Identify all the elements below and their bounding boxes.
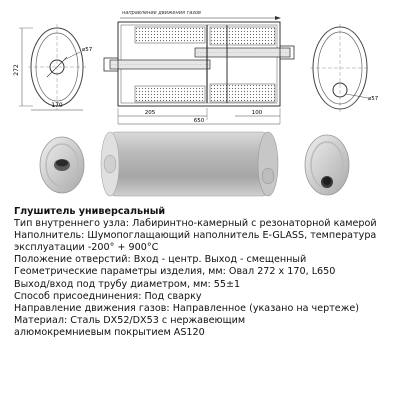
dim-height: 272: [13, 64, 20, 76]
section-view: [104, 10, 294, 124]
product-specs: [14, 206, 394, 339]
dim-length: 650: [193, 118, 205, 124]
right-end-view: [310, 24, 379, 112]
dim-offset-outer: 100: [251, 110, 263, 116]
photo-muffler-body: [101, 132, 278, 196]
dim-pipe-left: ⌀57: [82, 47, 93, 53]
dim-width: 170: [51, 102, 63, 109]
spec-line: Положение отверстий: Вход - центр. Выход - смещенный: [14, 254, 307, 266]
photo-left-cap: [40, 137, 84, 193]
photo-right-cap: [305, 135, 349, 195]
spec-line: алюмокремниевым покрытием AS120: [14, 326, 205, 338]
spec-line: Геометрические параметры изделия, мм: Овал 272 х 170, L650: [14, 266, 336, 278]
product-title: Глушитель универсальный: [14, 206, 166, 217]
left-end-view: [13, 24, 93, 110]
spec-line: Наполнитель: Шумопоглащающий наполнитель E-GLASS, температура: [14, 230, 377, 242]
spec-line: Тип внутреннего узла: Лабиринтно-камерный с резонаторной камерой: [14, 218, 377, 230]
flow-note: направление движения газов: [122, 10, 201, 16]
dim-offset-inner: 205: [144, 110, 156, 116]
dim-pipe-right: ⌀57: [368, 96, 379, 102]
spec-line: Выход/вход под трубу диаметром, мм: 55±1: [14, 278, 241, 290]
spec-line: Материал: Сталь DX52/DX53 с нержавеющим: [14, 314, 246, 326]
spec-line: Способ присоеднинения: Под сварку: [14, 290, 202, 302]
spec-line: Направление движения газов: Направленное (указано на чертеже): [14, 302, 360, 314]
spec-line: эксплуатации -200° + 900°C: [14, 242, 159, 254]
